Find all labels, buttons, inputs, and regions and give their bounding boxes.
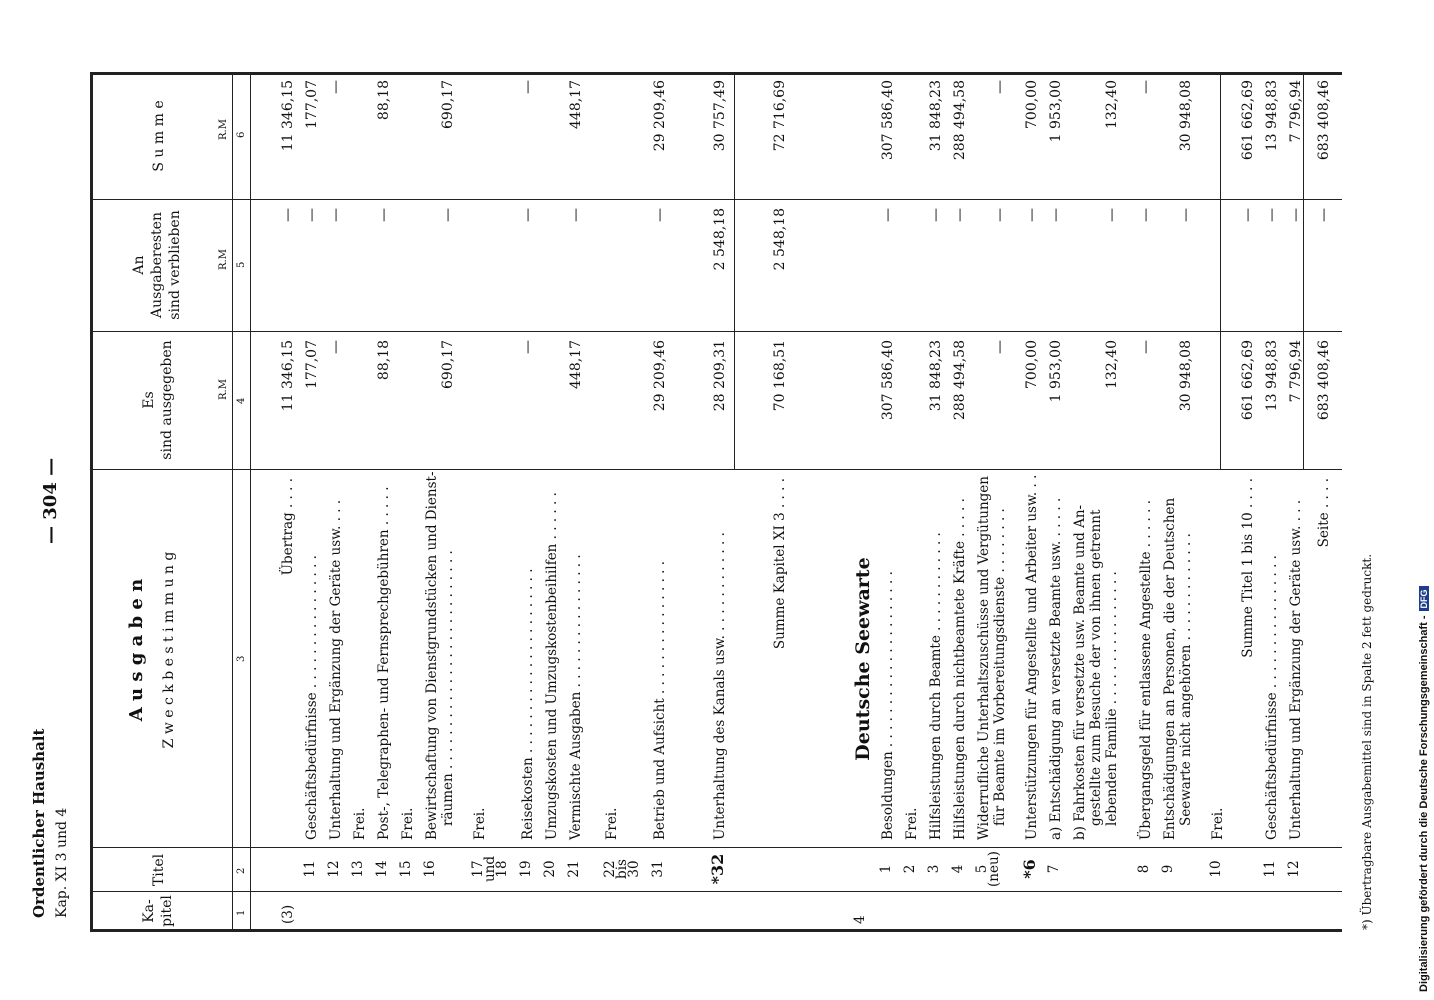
cell-ausgegeben: —: [1138, 340, 1154, 354]
col-title-summe: S u m m e: [151, 100, 167, 172]
divider-kap-titel: [90, 847, 1342, 848]
cell-titel: 20: [542, 860, 558, 878]
cell-ausgegeben: 30 948,08: [1178, 340, 1194, 412]
col-title-kapitel: Ka- pitel: [141, 895, 175, 927]
sum-xi3-rule-b: [734, 75, 735, 200]
cell-ausgegeben: 132,40: [1104, 340, 1120, 389]
sum-1-10-rule: [1220, 75, 1221, 470]
sum-xi3-rule-a: [734, 200, 735, 470]
seite-rule: [1303, 75, 1304, 470]
col-title-ausgegeben: Es sind ausgegeben: [141, 340, 175, 460]
cell-ausgegeben: 31 848,23: [928, 340, 944, 412]
cell-summe: 683 408,46: [1316, 80, 1332, 161]
header-left-subtitle: Kap. XI 3 und 4: [54, 807, 70, 918]
cell-titel: 11: [302, 860, 318, 878]
cell-reste: —: [1138, 208, 1154, 222]
cell-text: Widerrufliche Unterhaltszuschüsse und Vergütungen: [976, 476, 992, 840]
cell-reste: —: [1240, 208, 1256, 222]
cell-summe: —: [992, 80, 1008, 94]
cell-text: Summe Titel 1 bis 10 . . . .: [1240, 478, 1256, 658]
cell-text: Geschäftsbedürfnisse . . . . . . . . . . . . . . . .: [1264, 555, 1280, 840]
unit-c5: R.M: [218, 249, 229, 270]
cell-titel: *32: [708, 853, 727, 885]
cell-summe: 700,00: [1024, 80, 1040, 129]
cell-titel: 8: [1136, 864, 1152, 874]
col-num-3: 3: [236, 655, 247, 662]
col-num-6: 6: [236, 131, 247, 138]
cell-reste: 2 548,18: [712, 208, 728, 271]
cell-titel: 17 und 18: [470, 855, 510, 883]
col-num-1: 1: [236, 909, 247, 916]
dfg-watermark: [1414, 8, 1434, 992]
cell-reste: —: [992, 208, 1008, 222]
cell-summe: 31 848,23: [928, 80, 944, 152]
cell-text-cont: lebenden Familie . . . . . . . . . . . . . . . .: [1104, 571, 1120, 826]
cell-summe: —: [328, 80, 344, 94]
cell-summe: 690,17: [440, 80, 456, 129]
watermark-text: Digitalisierung gefördert durch die Deutsche Forschungsgemeinschaft -: [1418, 615, 1430, 992]
unit-c4: R.M: [218, 379, 229, 400]
col-num-5: 5: [236, 261, 247, 268]
cell-text: Übertrag . . . .: [280, 478, 296, 576]
cell-summe: 288 494,58: [952, 80, 968, 161]
cell-summe: 29 209,46: [652, 80, 668, 152]
col-num-4: 4: [236, 397, 247, 404]
cell-ausgegeben: 690,17: [440, 340, 456, 389]
cell-text: Betrieb und Aufsicht . . . . . . . . . . . . . . . .: [652, 560, 668, 840]
cell-text: Vermischte Ausgaben . . . . . . . . . . . . . . . .: [568, 554, 584, 840]
cell-ausgegeben: 288 494,58: [952, 340, 968, 421]
cell-kapitel: 4: [852, 915, 868, 924]
cell-titel: 31: [650, 860, 666, 878]
left-border: [90, 929, 1342, 932]
header-bottom-rule: [250, 75, 251, 932]
cell-ausgegeben: 661 662,69: [1240, 340, 1256, 421]
cell-text-cont: für Beamte im Vorbereitungsdienste . . . . . . . .: [992, 508, 1008, 826]
cell-ausgegeben: 88,18: [376, 340, 392, 381]
cell-reste: —: [304, 208, 320, 222]
cell-ausgegeben: —: [328, 340, 344, 354]
cell-text: Unterhaltung und Ergänzung der Geräte usw. . . .: [328, 499, 344, 840]
cell-summe: —: [520, 80, 536, 94]
cell-titel: 3: [926, 864, 942, 874]
cell-text: Unterhaltung und Ergänzung der Geräte usw. . . .: [1288, 499, 1304, 840]
divider-text-c4: [90, 469, 1342, 470]
col-title-ausgaben: A u s g a b e n: [126, 578, 147, 722]
cell-text: Frei.: [904, 807, 920, 840]
cell-titel: 14: [374, 860, 390, 878]
cell-ausgegeben: 700,00: [1024, 340, 1040, 389]
cell-summe: 30 757,49: [712, 80, 728, 152]
col-title-zweck: Z w e c k b e s t i m m u n g: [161, 551, 177, 749]
cell-titel: 7: [1046, 864, 1062, 874]
cell-text-cont: räumen . . . . . . . . . . . . . . . . . . . . . . . . . .: [440, 550, 456, 826]
page-number: — 304 —: [40, 457, 61, 544]
col-num-2: 2: [236, 867, 247, 874]
cell-summe: 132,40: [1104, 80, 1120, 129]
cell-reste: —: [1264, 208, 1280, 222]
cell-reste: 2 548,18: [772, 208, 788, 271]
cell-reste: —: [1104, 208, 1120, 222]
cell-text-cont: Seewarte nicht angehören . . . . . . . . . . . . .: [1178, 533, 1194, 826]
cell-reste: —: [1178, 208, 1194, 222]
cell-summe: 1 953,00: [1048, 80, 1064, 143]
cell-titel: 22 bis 30: [602, 859, 642, 879]
cell-reste: —: [440, 208, 456, 222]
cell-summe: 72 716,69: [772, 80, 788, 152]
cell-text-cont: gestellte zum Besuche der von ihnen getrennt: [1088, 509, 1104, 826]
cell-titel: 11: [1262, 860, 1278, 878]
col-num-rule: [232, 75, 233, 932]
cell-text: Besoldungen . . . . . . . . . . . . . . . . . . . . .: [880, 571, 896, 840]
cell-summe: 88,18: [376, 80, 392, 121]
cell-ausgegeben: 29 209,46: [652, 340, 668, 412]
cell-text: Summe Kapitel XI 3 . . . .: [772, 478, 788, 650]
cell-text: Frei.: [352, 807, 368, 840]
cell-ausgegeben: 448,17: [568, 340, 584, 389]
cell-summe: 177,07: [304, 80, 320, 129]
cell-titel: 16: [422, 860, 438, 878]
cell-kapitel: (3): [280, 904, 296, 924]
cell-summe: 30 948,08: [1178, 80, 1194, 152]
cell-ausgegeben: 70 168,51: [772, 340, 788, 412]
cell-reste: —: [1048, 208, 1064, 222]
cell-ausgegeben: 11 346,15: [280, 340, 296, 412]
unit-c6: R.M: [218, 119, 229, 140]
cell-reste: —: [1024, 208, 1040, 222]
cell-summe: 11 346,15: [280, 80, 296, 152]
cell-text: Reisekosten . . . . . . . . . . . . . . . . . . . . . .: [520, 568, 536, 840]
cell-text: Frei.: [1210, 807, 1226, 840]
right-border: [90, 72, 1342, 75]
cell-reste: —: [928, 208, 944, 222]
cell-titel: 19: [518, 860, 534, 878]
cell-ausgegeben: —: [520, 340, 536, 354]
cell-text: Frei.: [472, 807, 488, 840]
cell-text: Bewirtschaftung von Dienstgrundstücken und Dienst-: [424, 471, 440, 840]
cell-reste: —: [880, 208, 896, 222]
cell-text: Umzugskosten und Umzugskostenbeihilfen . . . . . .: [544, 492, 560, 840]
cell-text: Übergangsgeld für entlassene Angestellte . . . . . .: [1138, 500, 1154, 840]
cell-text: Hilfsleistungen durch Beamte . . . . . . . . . . . .: [928, 532, 944, 840]
cell-text: b) Fahrkosten für versetzte usw. Beamte und An-: [1072, 504, 1088, 840]
cell-text: Frei.: [604, 807, 620, 840]
cell-reste: —: [376, 208, 392, 222]
cell-titel: 1: [878, 864, 894, 874]
cell-summe: —: [1138, 80, 1154, 94]
cell-ausgegeben: 7 796,94: [1288, 340, 1304, 403]
cell-reste: —: [328, 208, 344, 222]
cell-ausgegeben: 177,07: [304, 340, 320, 389]
cell-ausgegeben: 13 948,83: [1264, 340, 1280, 412]
cell-summe: 661 662,69: [1240, 80, 1256, 161]
col-title-reste: An Ausgaberesten sind verblieben: [131, 210, 183, 320]
cell-titel: 9: [1160, 864, 1176, 874]
cell-summe: 448,17: [568, 80, 584, 129]
cell-text: Hilfsleistungen durch nichtbeamtete Kräfte . . . . .: [952, 498, 968, 840]
cell-titel: 10: [1208, 860, 1224, 878]
cell-text: Frei.: [400, 807, 416, 840]
cell-summe: 307 586,40: [880, 80, 896, 161]
cell-text: a) Entschädigung an versetzte Beamte usw. . . . . .: [1048, 497, 1064, 840]
cell-titel: 4: [950, 864, 966, 874]
cell-ausgegeben: —: [992, 340, 1008, 354]
cell-titel: 12: [326, 860, 342, 878]
header-left-title: Ordentlicher Haushalt: [30, 728, 48, 918]
cell-text: Post-, Telegraphen- und Fernsprechgebühren . . . . .: [376, 486, 392, 840]
cell-ausgegeben: 683 408,46: [1316, 340, 1332, 421]
cell-ausgegeben: 28 209,31: [712, 340, 728, 412]
cell-ausgegeben: 307 586,40: [880, 340, 896, 421]
top-rule: [90, 75, 93, 932]
cell-reste: —: [952, 208, 968, 222]
cell-reste: —: [652, 208, 668, 222]
footnote: *) Übertragbare Ausgabemittel sind in Spalte 2 fett gedruckt.: [1360, 553, 1374, 930]
cell-titel: 13: [350, 860, 366, 878]
cell-text: Unterstützungen für Angestellte und Arbeiter usw. . .: [1024, 474, 1040, 840]
cell-text: Geschäftsbedürfnisse . . . . . . . . . . . . . . . .: [304, 555, 320, 840]
cell-reste: —: [520, 208, 536, 222]
cell-titel: 12: [1286, 860, 1302, 878]
divider-c4-c5: [90, 331, 1342, 332]
cell-text: Seite . . . .: [1316, 478, 1332, 548]
dfg-logo: DFG: [1419, 586, 1429, 611]
cell-titel: 21: [566, 860, 582, 878]
cell-reste: —: [280, 208, 296, 222]
cell-titel: *6: [1020, 859, 1039, 879]
cell-titel: 15: [398, 860, 414, 878]
cell-summe: 7 796,94: [1288, 80, 1304, 143]
cell-reste: —: [1288, 208, 1304, 222]
cell-summe: 13 948,83: [1264, 80, 1280, 152]
divider-kap: [90, 891, 1342, 892]
cell-text: Entschädigungen an Personen, die der Deutschen: [1162, 497, 1178, 840]
cell-titel: 5 (neu): [974, 851, 1002, 887]
cell-reste: —: [568, 208, 584, 222]
cell-ausgegeben: 1 953,00: [1048, 340, 1064, 403]
cell-reste: —: [1316, 208, 1332, 222]
cell-text: Unterhaltung des Kanals usw. . . . . . . . . . . . .: [712, 532, 728, 840]
col-title-titel: Titel: [151, 853, 167, 887]
cell-text: Deutsche Seewarte: [852, 557, 874, 761]
cell-titel: 2: [902, 864, 918, 874]
